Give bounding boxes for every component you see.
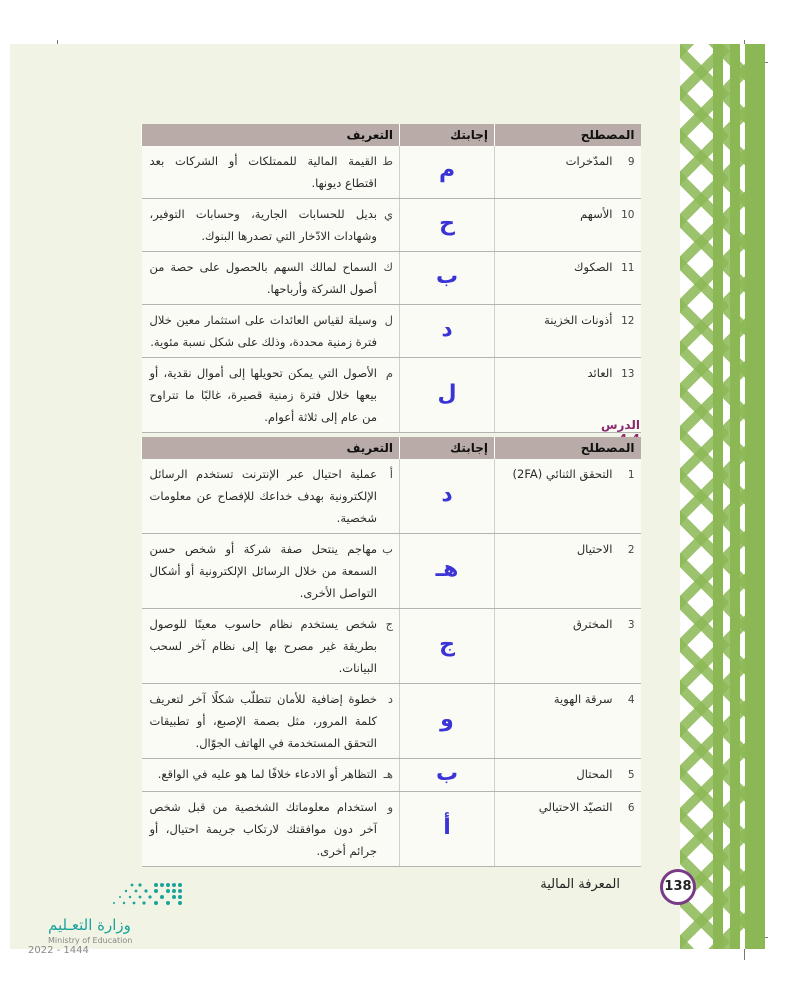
row-number: 3 [627,619,635,631]
ministry-name-en: Ministry of Education [48,936,133,945]
row-number: 12 [621,315,635,327]
ministry-logo [20,880,180,960]
row-number: 6 [627,802,635,814]
definition-letter: د [387,692,393,706]
header-answer: إجابتك [400,124,495,146]
definition-text: شخص يستخدم نظام حاسوب معينًا للوصول بطريقة غير مصرح بها إلى نظام آخر لسحب البيانات. [149,617,377,675]
definition-letter: ك [383,260,393,274]
footer-title: المعرفة المالية [540,877,620,892]
answer-text: ح [439,211,455,236]
decorative-pattern [680,44,765,949]
term-text: التصيّد الاحتيالي [538,800,613,814]
header-definition: التعريف [142,437,400,459]
definition-text: وسيلة لقياس العائدات على استثمار معين خلال فترة زمنية محددة، وذلك على شكل نسبة مئوية. [149,313,377,349]
logo-dots-icon [80,880,190,910]
definition-text: عملية احتيال عبر الإنترنت تستخدم الرسائل الإلكترونية بهدف خداعك للإفصاح عن معلومات شخصية. [149,467,377,525]
definition-text: خطوة إضافية للأمان تتطلّب شكلًا آخر لتعريف كلمة المرور، مثل بصمة الإصبع، أو تطبيقات التحقق المستخدمة في الهاتف الجوّال. [149,692,377,750]
answer-text: ب [435,264,459,289]
definition-text: بديل للحسابات الجارية، وحسابات التوفير، وشهادات الادّخار التي تصدرها البنوك. [149,207,377,243]
definition-letter: أ [389,467,393,481]
table-header [142,437,641,459]
table-row [142,792,641,867]
definition-text: السماح لمالك السهم بالحصول على حصة من أصول الشركة وأرباحها. [149,260,377,296]
term-text: التحقق الثنائي (2FA) [512,467,613,481]
term-text: سرقة الهوية [553,692,613,706]
row-number: 10 [621,209,635,221]
answer-text: ل [437,381,457,406]
table-row [142,252,641,305]
definition-letter: و [387,800,393,814]
definition-letter: ب [382,542,393,556]
terms-table-2 [141,437,641,867]
definition-text: مهاجم ينتحل صفة شركة أو شخص حسن السمعة من خلال الرسائل الإلكترونية أو أشكال التواصل الأخرى. [149,542,377,600]
lesson-label: الدرس [600,418,640,432]
answer-text: ج [439,632,455,657]
definition-letter: هـ [383,767,393,781]
answer-text: و [440,707,454,732]
definition-text: التظاهر أو الادعاء خلافًا لما هو عليه في الواقع. [157,767,377,781]
definition-letter: ل [384,313,393,327]
term-text: المحتال [576,767,613,781]
term-text: الأسهم [580,207,613,221]
table-header [142,124,641,146]
row-number: 11 [621,262,635,274]
definition-text: الأصول التي يمكن تحويلها إلى أموال نقدية، أو بيعها خلال فترة زمنية قصيرة، غالبًا ما تتراوح من عام إلى ثلاثة أعوام. [149,366,377,424]
terms-table-1 [141,124,641,433]
row-number: 4 [627,694,635,706]
table-row [142,199,641,252]
row-number: 5 [627,769,635,781]
term-text: الاحتيال [576,542,613,556]
header-answer: إجابتك [400,437,495,459]
ministry-year: 2022 - 1444 [28,945,89,956]
answer-text: د [441,317,453,342]
answer-text: م [438,158,456,183]
row-number: 9 [627,156,635,168]
ministry-name-ar: وزارة التعـليم [48,916,131,934]
table-row [142,358,641,433]
definition-letter: ط [382,154,393,168]
definition-letter: ي [383,207,393,221]
definition-text: القيمة المالية للممتلكات أو الشركات بعد اقتطاع ديونها. [149,154,377,190]
header-term: المصطلح [495,437,641,459]
answer-text: هـ [435,557,459,582]
row-number: 13 [621,368,635,380]
table-row [142,684,641,759]
header-definition: التعريف [142,124,400,146]
table-row [142,146,641,199]
table-row [142,459,641,534]
definition-text: استخدام معلوماتك الشخصية من قبل شخص آخر دون موافقتك لارتكاب جريمة احتيال، أو جرائم أخرى. [149,800,377,858]
table-row [142,609,641,684]
definition-letter: م [385,366,393,380]
page-number: 138 [660,869,696,905]
definition-letter: ج [385,617,393,631]
answer-text: ب [435,761,459,786]
answer-text: أ [443,815,451,840]
term-text: العائد [587,366,613,380]
term-text: الصكوك [574,260,613,274]
row-number: 1 [627,469,635,481]
table-row [142,305,641,358]
row-number: 2 [627,544,635,556]
term-text: أذونات الخزينة [544,313,613,327]
term-text: المدّخرات [565,154,613,168]
header-term: المصطلح [495,124,641,146]
table-row [142,759,641,792]
term-text: المخترق [572,617,613,631]
answer-text: د [441,482,453,507]
table-row [142,534,641,609]
